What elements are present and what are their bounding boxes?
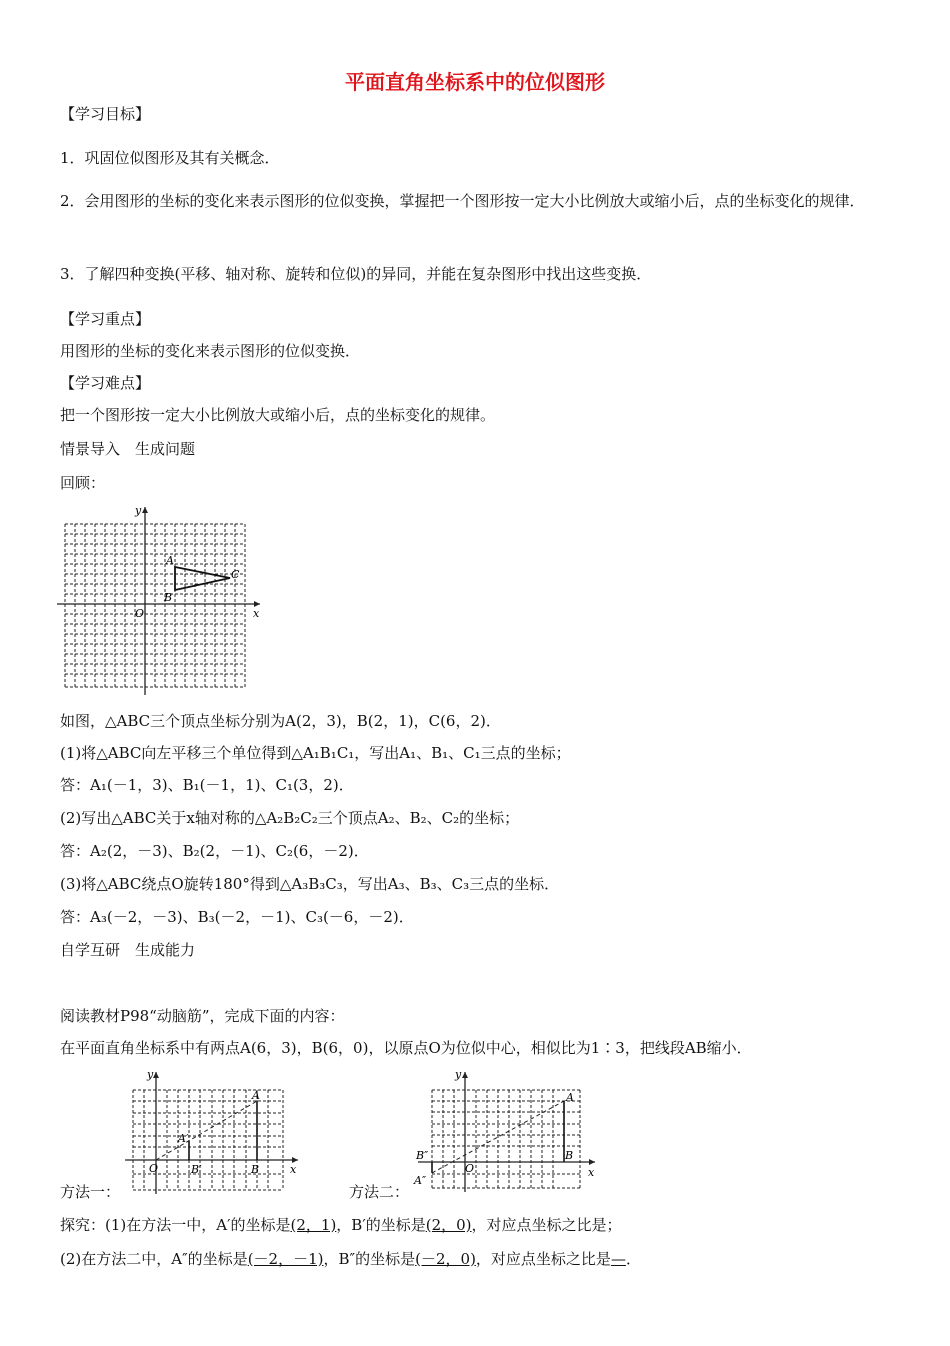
point-b-double-prime-label: B″ xyxy=(416,1149,429,1162)
explore-2-text-b: ，B″的坐标是 xyxy=(323,1250,416,1268)
origin-label: O xyxy=(135,607,145,620)
method-two-label: 方法二： xyxy=(349,1183,410,1201)
y-label: y xyxy=(147,1068,154,1081)
intro-section: 情景导入 生成问题 xyxy=(60,440,196,458)
answer-1: 答：A₁(－1，3)、B₁(－1，1)、C₁(3，2)． xyxy=(60,776,354,794)
reading-instruction: 阅读教材P98“动脑筋”，完成下面的内容： xyxy=(60,1007,345,1025)
triangle-abc xyxy=(175,567,230,590)
self-study-section: 自学互研 生成能力 xyxy=(60,941,196,959)
point-a-label: A xyxy=(566,1091,574,1104)
explore-1-text-a: 探究：(1)在方法一中，A′的坐标是 xyxy=(60,1216,291,1234)
key-text: 用图形的坐标的变化来表示图形的位似变换． xyxy=(60,342,361,360)
method-one-label: 方法一： xyxy=(60,1183,121,1201)
question-stem: 如图，△ABC三个顶点坐标分别为A(2，3)，B(2，1)，C(6，2)． xyxy=(60,712,501,730)
x-label: x xyxy=(588,1166,595,1179)
answer-2: 答：A₂(2，－3)、B₂(2，－1)、C₂(6，－2)． xyxy=(60,842,369,860)
explore-2-text-c: ，对应点坐标之比是 xyxy=(475,1250,611,1268)
explore-1-answer-a: (2，1) xyxy=(290,1216,337,1234)
explore-2 xyxy=(60,1249,641,1269)
dilation-prompt: 在平面直角坐标系中有两点A(6，3)，B(6，0)，以原点O为位似中心，相似比为1∶3，把线段AB缩小． xyxy=(60,1039,752,1057)
point-a-label: A xyxy=(252,1089,260,1102)
goal-1: 1．巩固位似图形及其有关概念． xyxy=(60,149,280,167)
point-b-label: B xyxy=(251,1163,260,1176)
answer-3: 答：A₃(－2，－3)、B₃(－2，－1)、C₃(－6，－2)． xyxy=(60,908,414,926)
question-1: (1)将△ABC向左平移三个单位得到△A₁B₁C₁，写出A₁、B₁、C₁三点的坐标； xyxy=(60,744,571,762)
y-label: y xyxy=(135,504,142,517)
point-a-double-prime-label: A″ xyxy=(414,1174,427,1187)
x-label: x xyxy=(290,1163,297,1176)
y-label: y xyxy=(455,1068,462,1081)
x-label: x xyxy=(253,607,260,620)
explore-2-answer-b: (－2，0) xyxy=(415,1250,476,1268)
point-b-prime-label: B′ xyxy=(191,1163,202,1176)
explore-1-text-b: ，B′的坐标是 xyxy=(336,1216,426,1234)
page-title: 平面直角坐标系中的位似图形 xyxy=(345,70,605,94)
explore-2-text-d: ． xyxy=(625,1250,641,1268)
explore-1-answer-b: (2，0) xyxy=(425,1216,472,1234)
method-one-figure xyxy=(120,1066,305,1196)
goal-2: 2．会用图形的坐标的变化来表示图形的位似变换，掌握把一个图形按一定大小比例放大或缩小后，点的坐标变化的规律． xyxy=(60,192,865,210)
explore-2-answer-a: (－2，－1) xyxy=(247,1250,324,1268)
method-two-figure xyxy=(408,1066,603,1196)
difficulty-header: 【学习难点】 xyxy=(60,374,151,392)
key-header: 【学习重点】 xyxy=(60,310,151,328)
review-label: 回顾： xyxy=(60,474,106,492)
point-a-label: A xyxy=(166,554,174,567)
explore-1-text-c: ，对应点坐标之比是； xyxy=(471,1216,622,1234)
difficulty-text: 把一个图形按一定大小比例放大或缩小后，点的坐标变化的规律。 xyxy=(60,406,496,424)
origin-label: O xyxy=(465,1162,475,1175)
question-2: (2)写出△ABC关于x轴对称的△A₂B₂C₂三个顶点A₂、B₂、C₂的坐标； xyxy=(60,809,520,827)
explore-1 xyxy=(60,1215,622,1235)
goals-header: 【学习目标】 xyxy=(60,105,151,123)
goal-3: 3．了解四种变换(平移、轴对称、旋转和位似)的异同，并能在复杂图形中找出这些变换． xyxy=(60,265,652,283)
point-c-label: C xyxy=(231,568,240,581)
question-3: (3)将△ABC绕点O旋转180°得到△A₃B₃C₃，写出A₃、B₃、C₃三点的坐标． xyxy=(60,875,560,893)
point-b-label: B xyxy=(565,1149,574,1162)
origin-label: O xyxy=(149,1162,159,1175)
explore-2-text-a: (2)在方法二中，A″的坐标是 xyxy=(60,1250,248,1268)
point-b-label: B xyxy=(164,591,173,604)
triangle-abc-figure xyxy=(55,502,270,697)
explore-2-answer-c: — xyxy=(610,1250,626,1268)
point-a-prime-label: A′ xyxy=(178,1132,189,1145)
